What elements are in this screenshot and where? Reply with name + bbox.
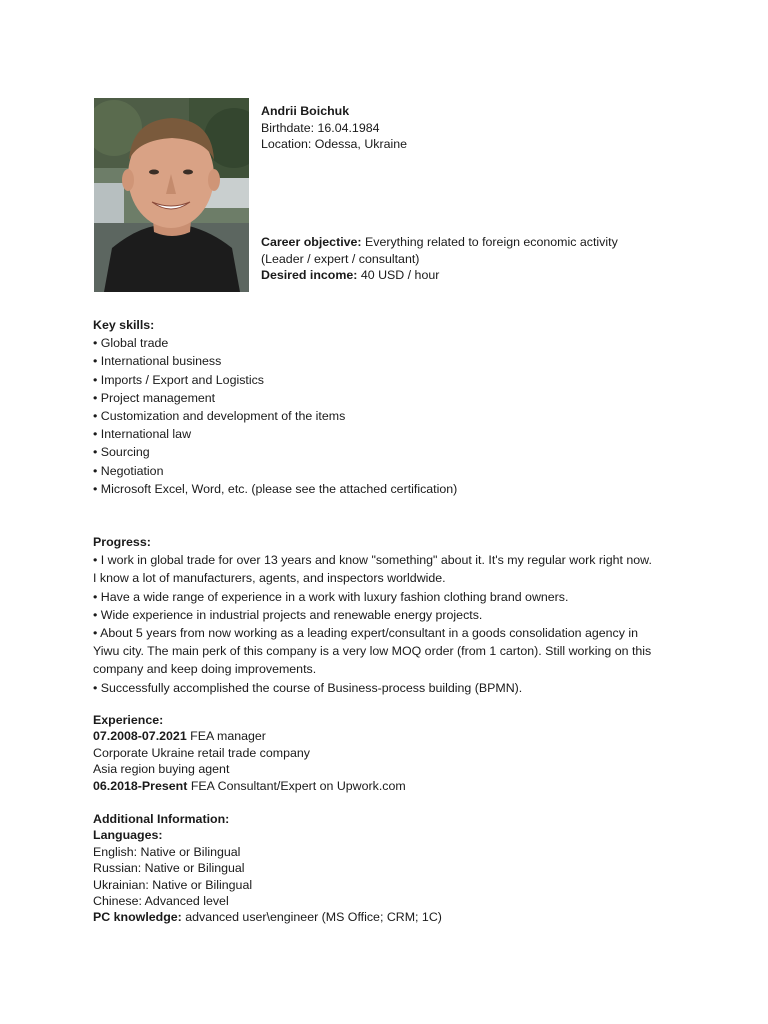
language-item: Russian: Native or Bilingual — [93, 861, 245, 876]
birthdate: Birthdate: 16.04.1984 — [261, 120, 380, 135]
list-item: • Sourcing — [93, 445, 150, 460]
paragraph-line: company and keep doing improvements. — [93, 662, 317, 677]
additional-info-section — [93, 811, 693, 926]
list-item: • Negotiation — [93, 463, 164, 478]
section-heading: Experience: — [93, 713, 164, 727]
paragraph-line: • About 5 years from now working as a leading expert/consultant in a goods consolidation agency in — [93, 626, 639, 641]
job-company: Corporate Ukraine retail trade company — [93, 745, 310, 760]
list-item: • Global trade — [93, 336, 169, 351]
section-heading: Additional Information: — [93, 812, 230, 826]
paragraph-line: • Wide experience in industrial projects and renewable energy projects. — [93, 607, 483, 622]
profile-photo — [94, 98, 249, 292]
job-entry-2: 06.2018-Present FEA Consultant/Expert on Upwork.com — [93, 778, 406, 793]
location: Location: Odessa, Ukraine — [261, 137, 408, 151]
career-objective-block — [261, 234, 681, 284]
key-skills-section — [93, 316, 693, 498]
desired-income: Desired income: 40 USD / hour — [261, 268, 440, 282]
language-item: Chinese: Advanced level — [93, 894, 229, 909]
personal-info — [261, 103, 407, 153]
paragraph-line: • Successfully accomplished the course of Business-process building (BPMN). — [93, 680, 523, 695]
pc-knowledge: PC knowledge: advanced user\engineer (MS Office; CRM; 1C) — [93, 910, 442, 925]
paragraph-line: I know a lot of manufacturers, agents, and inspectors worldwide. — [93, 571, 446, 586]
career-objective-detail: (Leader / expert / consultant) — [261, 251, 420, 266]
list-item: • Customization and development of the items — [93, 409, 346, 424]
section-heading: Key skills: — [93, 318, 155, 332]
person-portrait-icon — [94, 98, 249, 292]
career-objective: Career objective: Everything related to foreign economic activity — [261, 235, 618, 249]
language-item: Ukrainian: Native or Bilingual — [93, 877, 253, 892]
paragraph-line: • Have a wide range of experience in a work with luxury fashion clothing brand owners. — [93, 589, 569, 604]
paragraph-line: • I work in global trade for over 13 years and know "something" about it. It's my regular work right now. — [93, 553, 652, 568]
person-name: Andrii Boichuk — [261, 104, 350, 118]
job-entry-1: 07.2008-07.2021 FEA manager — [93, 729, 266, 744]
list-item: • International business — [93, 354, 222, 369]
job-role: Asia region buying agent — [93, 762, 230, 777]
language-item: English: Native or Bilingual — [93, 844, 241, 859]
list-item: • Imports / Export and Logistics — [93, 372, 264, 387]
list-item: • Project management — [93, 390, 216, 405]
paragraph-line: Yiwu city. The main perk of this company is a very low MOQ order (from 1 carton). Still working on this — [93, 644, 652, 659]
list-item: • Microsoft Excel, Word, etc. (please see the attached certification) — [93, 481, 458, 496]
languages-heading: Languages: — [93, 828, 163, 843]
experience-section — [93, 712, 693, 794]
progress-section — [93, 533, 683, 697]
list-item: • International law — [93, 427, 192, 442]
section-heading: Progress: — [93, 535, 151, 549]
